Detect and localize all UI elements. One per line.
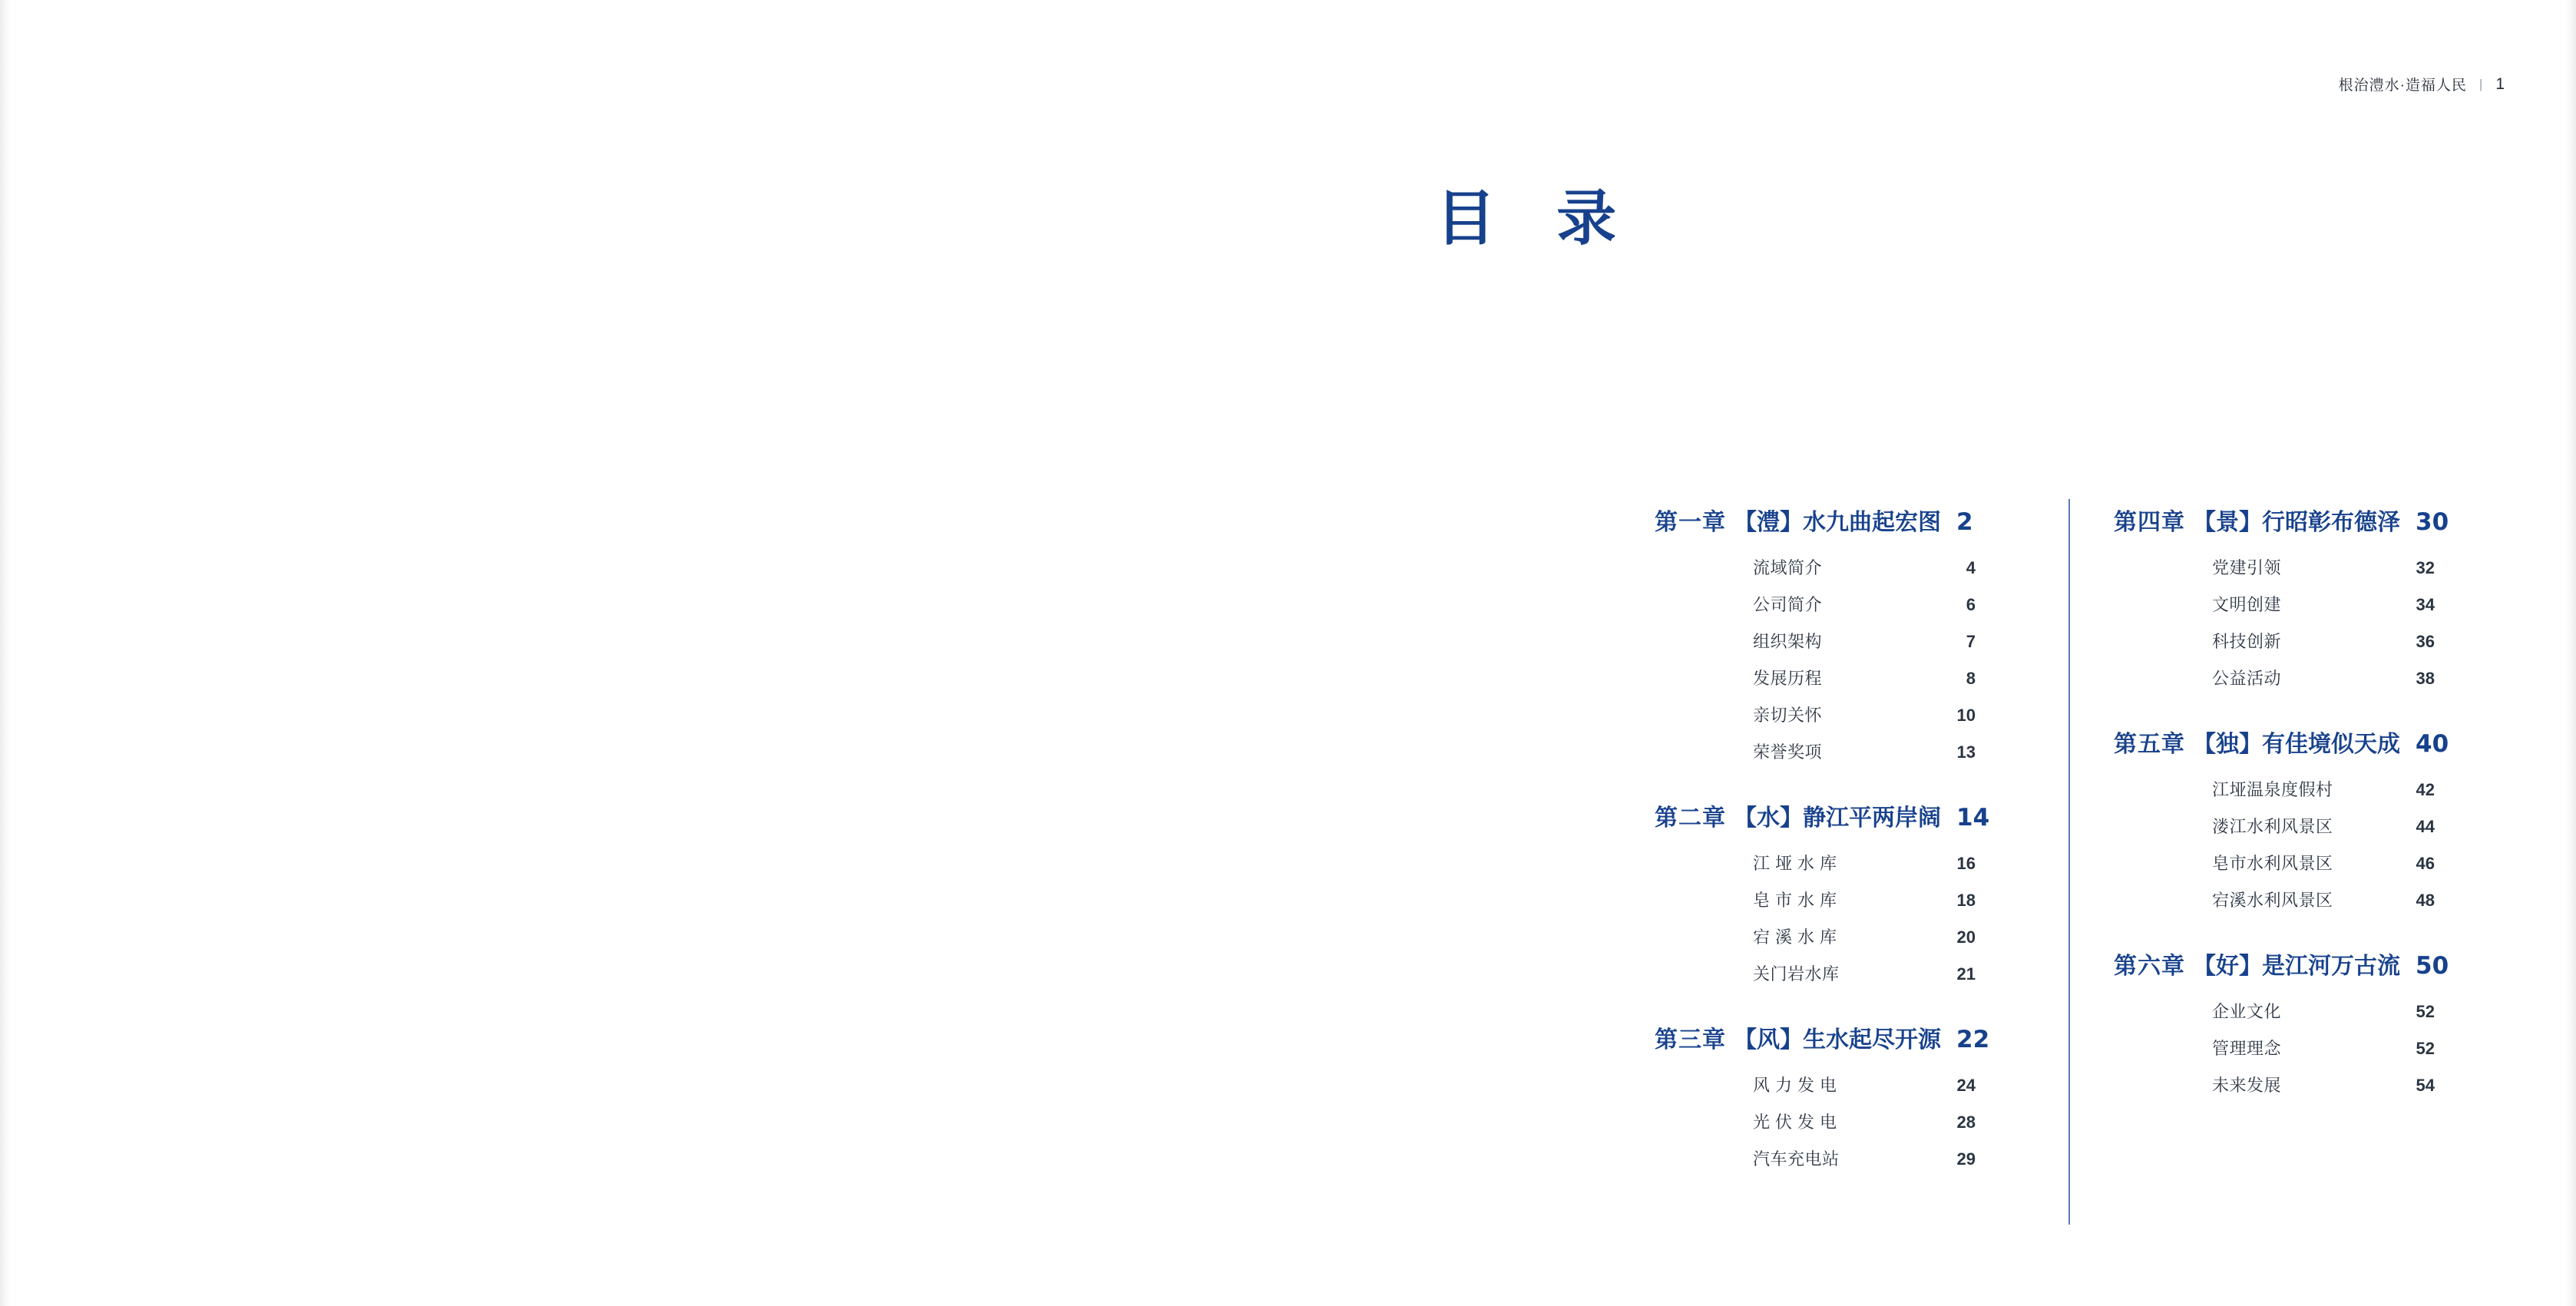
chapter-subentries xyxy=(1655,851,2062,985)
toc-entry-page-number: 44 xyxy=(2416,817,2435,836)
toc-entry[interactable] xyxy=(1753,961,2062,985)
toc-entry[interactable] xyxy=(1753,851,2062,875)
toc-entry[interactable] xyxy=(2212,1036,2469,1060)
toc-entry-label: 江垭温泉度假村 xyxy=(2212,781,2333,800)
chapter-number: 第一章 xyxy=(1655,509,1726,536)
toc-entry[interactable] xyxy=(2212,1073,2469,1096)
toc-entry-label: 宕溪水库 xyxy=(1753,928,1843,947)
subentry-list xyxy=(1753,1073,2062,1170)
toc-entry[interactable] xyxy=(2212,629,2469,653)
toc-entry-label: 关门岩水库 xyxy=(1753,965,1840,984)
toc-entry[interactable] xyxy=(1753,1109,2062,1133)
toc-entry-label: 荣誉奖项 xyxy=(1753,743,1823,762)
toc-column-left xyxy=(1655,503,2062,1183)
toc-entry-label: 皂市水利风景区 xyxy=(2212,855,2333,874)
toc-entry-label: 风力发电 xyxy=(1753,1076,1843,1096)
subentry-list xyxy=(2212,999,2469,1096)
toc-entry[interactable] xyxy=(1753,703,2062,726)
chapter-title: 【澧】水九曲起宏图 xyxy=(1734,509,1941,536)
toc-entry[interactable] xyxy=(2212,814,2469,838)
toc-entry-page-number: 48 xyxy=(2416,891,2435,910)
toc-entry-label: 皂市水库 xyxy=(1753,891,1843,911)
chapter-number: 第五章 xyxy=(2114,731,2185,758)
running-header-separator: | xyxy=(2478,76,2484,91)
toc-entry-label: 企业文化 xyxy=(2212,1003,2282,1022)
page-edge-shadow-right xyxy=(2565,0,2576,1306)
chapter-number: 第二章 xyxy=(1655,805,1726,832)
toc-entry-label: 溇江水利风景区 xyxy=(2212,818,2333,837)
toc-entry-label: 公益活动 xyxy=(2212,670,2282,689)
chapter-number: 第四章 xyxy=(2114,509,2185,536)
subentry-list xyxy=(2212,777,2469,911)
toc-entry[interactable] xyxy=(1753,1146,2062,1170)
toc-entry[interactable] xyxy=(1753,739,2062,763)
toc-entry-page-number: 4 xyxy=(1966,558,1976,577)
toc-entry[interactable] xyxy=(1753,629,2062,653)
chapter-heading[interactable] xyxy=(1655,798,2062,832)
toc-entry-page-number: 29 xyxy=(1956,1149,1976,1169)
chapter-subentries xyxy=(2114,555,2469,689)
chapter-subentries xyxy=(2114,999,2469,1096)
toc-entry-label: 流域简介 xyxy=(1753,559,1823,578)
subentry-list xyxy=(1753,555,2062,763)
chapter-block xyxy=(1655,798,2062,985)
chapter-heading[interactable] xyxy=(2114,725,2469,759)
chapter-subentries xyxy=(2114,777,2469,911)
toc-entry-page-number: 10 xyxy=(1956,706,1976,725)
chapter-page-number: 14 xyxy=(1956,804,1990,832)
chapter-page-number: 40 xyxy=(2416,730,2449,758)
toc-entry-label: 发展历程 xyxy=(1753,670,1823,689)
chapter-page-number: 30 xyxy=(2416,508,2449,536)
toc-entry-label: 组织架构 xyxy=(1753,633,1823,652)
page-title: 目 录 xyxy=(1436,184,1637,253)
toc-entry-page-number: 54 xyxy=(2416,1076,2435,1095)
chapter-title: 【独】有佳境似天成 xyxy=(2193,731,2400,758)
toc-entry-label: 光伏发电 xyxy=(1753,1113,1843,1132)
toc-entry[interactable] xyxy=(1753,1073,2062,1096)
subentry-list xyxy=(1753,851,2062,985)
chapter-heading[interactable] xyxy=(2114,947,2469,980)
running-header-brand: 根治澧水·造福人民 xyxy=(2338,78,2467,94)
chapter-page-number: 2 xyxy=(1956,508,1973,536)
toc-entry-label: 文明创建 xyxy=(2212,596,2282,615)
toc-entry-page-number: 52 xyxy=(2416,1039,2435,1058)
chapter-title: 【好】是江河万古流 xyxy=(2193,953,2400,980)
toc-entry[interactable] xyxy=(2212,666,2469,689)
toc-entry[interactable] xyxy=(1753,592,2062,616)
toc-entry-page-number: 7 xyxy=(1966,632,1976,651)
toc-entry[interactable] xyxy=(2212,777,2469,801)
toc-entry[interactable] xyxy=(2212,592,2469,616)
toc-entry-label: 汽车充电站 xyxy=(1753,1150,1840,1169)
toc-entry-page-number: 52 xyxy=(2416,1002,2435,1021)
toc-entry-page-number: 32 xyxy=(2416,558,2435,577)
toc-entry-page-number: 6 xyxy=(1966,595,1976,614)
toc-entry[interactable] xyxy=(1753,888,2062,911)
chapter-heading[interactable] xyxy=(1655,503,2062,537)
toc-columns xyxy=(1655,503,2522,1183)
toc-entry-page-number: 18 xyxy=(1956,891,1976,910)
toc-entry-page-number: 42 xyxy=(2416,780,2435,799)
toc-entry-label: 未来发展 xyxy=(2212,1076,2282,1096)
toc-entry-label: 宕溪水利风景区 xyxy=(2212,891,2333,911)
chapter-title: 【景】行昭彰布德泽 xyxy=(2193,509,2400,536)
chapter-subentries xyxy=(1655,555,2062,763)
toc-entry-page-number: 13 xyxy=(1956,742,1976,762)
toc-entry-page-number: 34 xyxy=(2416,595,2435,614)
toc-entry-page-number: 16 xyxy=(1956,854,1976,873)
chapter-block xyxy=(2114,503,2469,689)
toc-entry[interactable] xyxy=(1753,924,2062,948)
chapter-heading[interactable] xyxy=(1655,1020,2062,1054)
toc-entry-page-number: 36 xyxy=(2416,632,2435,651)
chapter-title: 【风】生水起尽开源 xyxy=(1734,1027,1941,1053)
toc-entry-label: 亲切关怀 xyxy=(1753,706,1823,726)
toc-entry-label: 公司简介 xyxy=(1753,596,1823,615)
toc-entry-page-number: 21 xyxy=(1956,964,1976,984)
toc-column-right xyxy=(2062,503,2469,1183)
chapter-number: 第三章 xyxy=(1655,1027,1726,1053)
toc-entry-page-number: 28 xyxy=(1956,1113,1976,1132)
toc-entry-page-number: 46 xyxy=(2416,854,2435,873)
toc-entry-page-number: 24 xyxy=(1956,1076,1976,1095)
toc-entry[interactable] xyxy=(2212,555,2469,579)
chapter-block xyxy=(1655,503,2062,763)
subentry-list xyxy=(2212,555,2469,689)
chapter-heading[interactable] xyxy=(2114,503,2469,537)
chapter-block xyxy=(2114,947,2469,1096)
chapter-page-number: 50 xyxy=(2416,952,2449,980)
toc-entry[interactable] xyxy=(1753,555,2062,579)
toc-entry[interactable] xyxy=(2212,851,2469,875)
chapter-block xyxy=(1655,1020,2062,1170)
toc-entry-label: 党建引领 xyxy=(2212,559,2282,578)
toc-entry-label: 江垭水库 xyxy=(1753,855,1843,874)
chapter-number: 第六章 xyxy=(2114,953,2185,980)
toc-entry-label: 管理理念 xyxy=(2212,1040,2282,1059)
toc-entry-page-number: 8 xyxy=(1966,669,1976,688)
page-edge-shadow-left xyxy=(0,0,11,1306)
chapter-page-number: 22 xyxy=(1956,1026,1990,1053)
chapter-subentries xyxy=(1655,1073,2062,1170)
running-header xyxy=(2339,74,2505,94)
toc-entry-page-number: 20 xyxy=(1956,927,1976,947)
chapter-block xyxy=(2114,725,2469,911)
toc-entry-label: 科技创新 xyxy=(2212,633,2282,652)
toc-entry-page-number: 38 xyxy=(2416,669,2435,688)
toc-entry[interactable] xyxy=(2212,999,2469,1023)
toc-entry[interactable] xyxy=(2212,888,2469,911)
toc-entry[interactable] xyxy=(1753,666,2062,689)
running-header-page-number: 1 xyxy=(2495,74,2505,93)
chapter-title: 【水】静江平两岸阔 xyxy=(1734,805,1941,832)
